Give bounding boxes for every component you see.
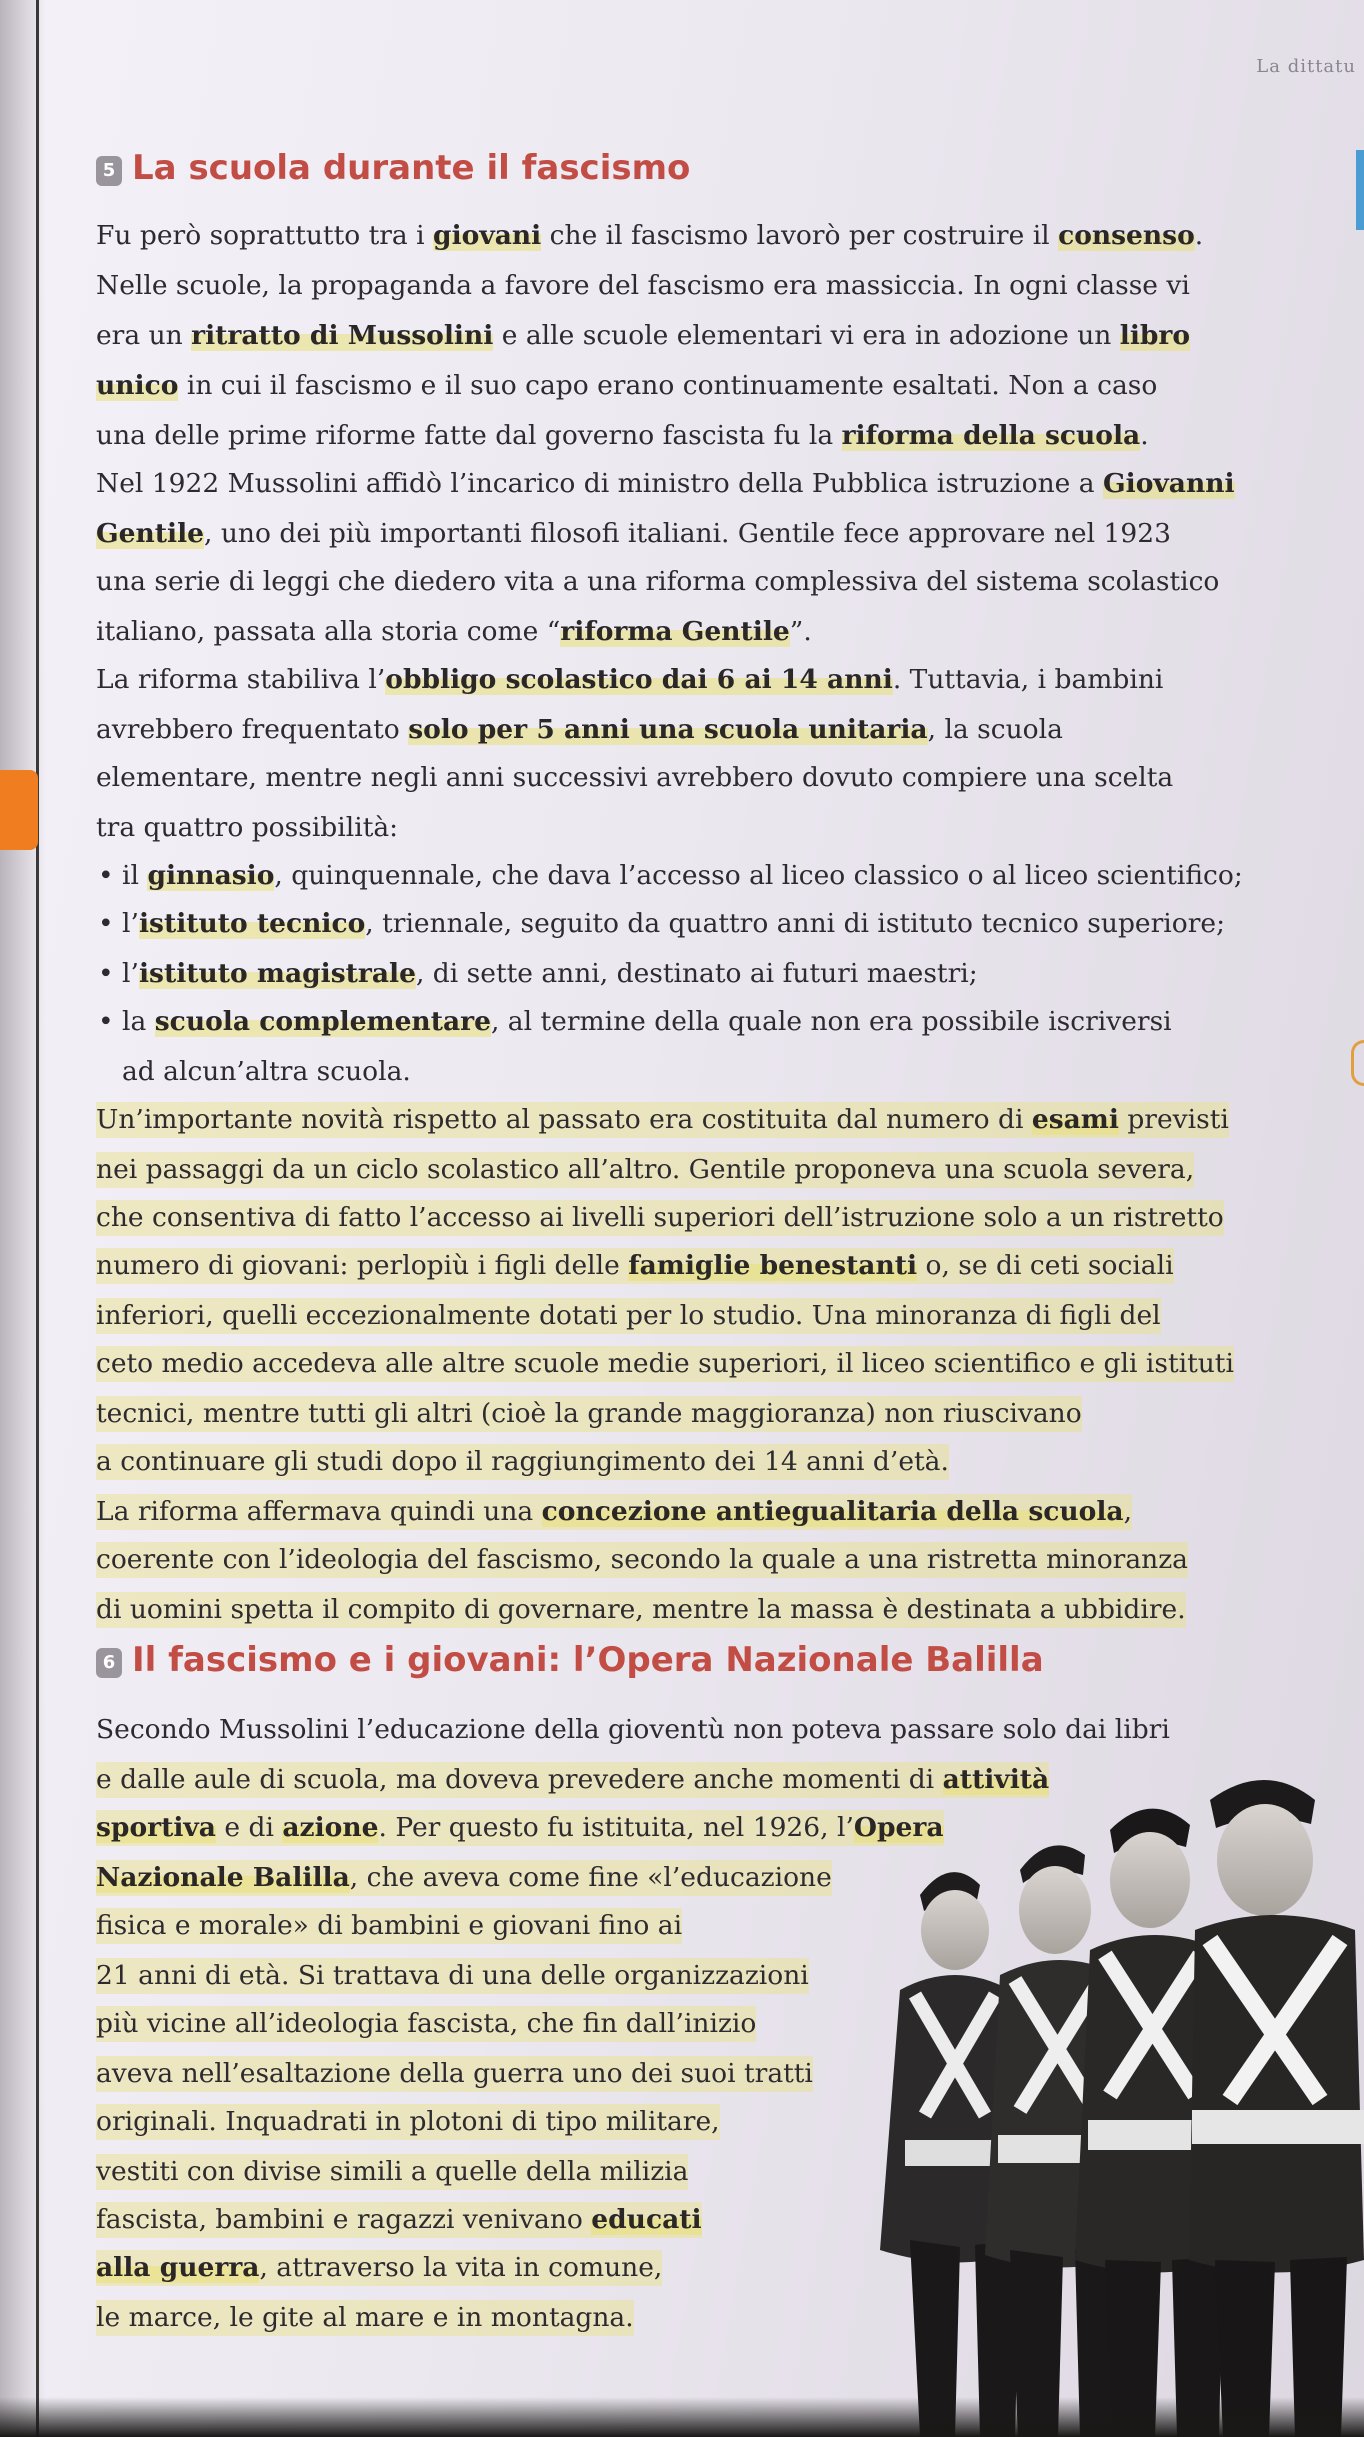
text-line (96, 1542, 1188, 1578)
text-run: Nelle scuole, la propaganda a favore del fascismo era massiccia. In ogni classe vi (96, 270, 1190, 301)
text-run: in cui il fascismo e il suo capo erano continuamente esaltati. Non a caso (178, 370, 1158, 401)
text-run: previsti (1118, 1104, 1229, 1135)
text-run: • l’ (98, 908, 139, 939)
text-line (96, 1908, 682, 1944)
text-line (98, 1004, 1172, 1040)
text-run: fascista, bambini e ragazzi venivano (96, 2204, 592, 2235)
text-run: , attraverso la vita in comune, (259, 2252, 663, 2283)
bold-keyword: Nazionale Balilla (96, 1862, 350, 1893)
text-line (96, 1592, 1186, 1628)
text-line (96, 2154, 688, 2190)
text-line (96, 564, 1219, 600)
right-page-edge-ring (1351, 1040, 1364, 1086)
bold-keyword: istituto magistrale (138, 958, 416, 989)
text-run: . (1140, 420, 1149, 451)
text-run: . (1194, 220, 1204, 251)
text-run: era un (96, 320, 192, 351)
text-run: 21 anni di età. Si trattava di una delle organizzazioni (96, 1960, 809, 1991)
text-run: a continuare gli studi dopo il raggiungimento dei 14 anni d’età. (96, 1446, 949, 1477)
bold-keyword: Giovanni (1103, 468, 1235, 499)
text-line (96, 318, 1190, 354)
text-line (96, 516, 1171, 552)
text-line (98, 956, 978, 992)
text-line (96, 1810, 944, 1846)
bold-keyword: libro (1119, 320, 1191, 351)
text-line (96, 1248, 1174, 1284)
text-line (96, 1396, 1082, 1432)
text-run: ad alcun’altra scuola. (122, 1056, 411, 1087)
text-line (96, 1712, 1170, 1748)
text-run: , al termine della quale non era possibile iscriversi (490, 1006, 1172, 1037)
right-page-edge-blue (1356, 150, 1364, 230)
text-run: Nel 1922 Mussolini affidò l’incarico di ministro della Pubblica istruzione a (96, 468, 1103, 499)
text-run: • l’ (98, 958, 139, 989)
text-line (96, 1860, 832, 1896)
bold-keyword: ritratto di Mussolini (191, 320, 494, 351)
text-line (96, 614, 812, 650)
text-run: e alle scuole elementari vi era in adozione un (493, 320, 1120, 351)
page-bottom-shadow (0, 2397, 1364, 2437)
text-run: , uno dei più importanti filosofi italiani. Gentile fece approvare nel 1923 (204, 518, 1171, 549)
text-run: italiano, passata alla storia come “ (96, 616, 561, 647)
section-5-title (96, 148, 690, 188)
text-run: , quinquennale, che dava l’accesso al liceo classico o al liceo scientifico; (274, 860, 1243, 891)
text-line (96, 418, 1149, 454)
text-line (96, 1102, 1229, 1138)
text-run: le marce, le gite al mare e in montagna. (96, 2302, 634, 2333)
text-run: fisica e morale» di bambini e giovani fino ai (96, 1910, 683, 1941)
text-run: Un’importante novità rispetto al passato era costituita dal numero di (96, 1104, 1032, 1135)
text-run: originali. Inquadrati in plotoni di tipo militare, (96, 2106, 720, 2137)
text-run: o, se di ceti sociali (917, 1250, 1174, 1281)
text-line (96, 1494, 1132, 1530)
text-run: , (1123, 1496, 1132, 1527)
section-6-heading: Il fascismo e i giovani: l’Opera Nazionale Balilla (132, 1640, 1044, 1680)
bold-keyword: giovani (433, 220, 542, 251)
bold-keyword: Opera (853, 1812, 944, 1843)
text-run: ceto medio accedeva alle altre scuole medie superiori, il liceo scientifico e gli istituti (96, 1348, 1234, 1379)
text-line (96, 466, 1235, 502)
text-run: nei passaggi da un ciclo scolastico all’altro. Gentile proponeva una scuola severa, (96, 1154, 1195, 1185)
text-line (96, 662, 1163, 698)
bold-keyword: scuola complementare (154, 1006, 491, 1037)
text-line (96, 2202, 702, 2238)
bold-keyword: attività (942, 1764, 1050, 1795)
text-run: tra quattro possibilità: (96, 812, 399, 843)
text-run: La riforma affermava quindi una (96, 1496, 542, 1527)
bold-keyword: consenso (1058, 220, 1195, 251)
bold-keyword: ginnasio (147, 860, 275, 891)
text-run: una delle prime riforme fatte dal governo fascista fu la (96, 420, 842, 451)
text-line (96, 1346, 1234, 1382)
section-5-number: 5 (96, 156, 122, 186)
text-run: avrebbero frequentato (96, 714, 409, 745)
bold-keyword: educati (591, 2204, 702, 2235)
text-line (96, 2300, 634, 2336)
text-run: aveva nell’esaltazione della guerra uno dei suoi tratti (96, 2058, 813, 2089)
bold-keyword: sportiva (96, 1812, 216, 1843)
text-line (96, 1444, 949, 1480)
text-run: • il (98, 860, 148, 891)
bold-keyword: riforma della scuola (841, 420, 1141, 451)
text-line (96, 1152, 1194, 1188)
text-run: . Tuttavia, i bambini (892, 664, 1164, 695)
bold-keyword: obbligo scolastico dai 6 ai 14 anni (385, 664, 893, 695)
bold-keyword: alla guerra (96, 2252, 260, 2283)
text-run: • la (98, 1006, 155, 1037)
text-run: di uomini spetta il compito di governare, mentre la massa è destinata a ubbidire. (96, 1594, 1186, 1625)
running-head: La dittatu (1256, 56, 1356, 77)
text-run: . Per questo fu istituita, nel 1926, l’ (378, 1812, 854, 1843)
bold-keyword: azione (282, 1812, 379, 1843)
bold-keyword: istituto tecnico (138, 908, 366, 939)
bold-keyword: concezione antiegualitaria della scuola (541, 1496, 1124, 1527)
text-line (96, 218, 1203, 254)
bold-keyword: esami (1031, 1104, 1119, 1135)
text-run: , la scuola (927, 714, 1063, 745)
text-run: , che aveva come fine «l’educazione (349, 1862, 832, 1893)
text-line (122, 1054, 411, 1090)
text-run: , triennale, seguito da quattro anni di istituto tecnico superiore; (365, 908, 1225, 939)
text-line (96, 1958, 809, 1994)
text-run: , di sette anni, destinato ai futuri maestri; (415, 958, 978, 989)
text-run: più vicine all’ideologia fascista, che fin dall’inizio (96, 2008, 757, 2039)
book-spine (0, 0, 46, 2437)
text-line (96, 2056, 813, 2092)
text-line (96, 2250, 662, 2286)
text-run: tecnici, mentre tutti gli altri (cioè la grande maggioranza) non riuscivano (96, 1398, 1082, 1429)
text-run: elementare, mentre negli anni successivi avrebbero dovuto compiere una scelta (96, 762, 1174, 793)
text-run: inferiori, quelli eccezionalmente dotati per lo studio. Una minoranza di figli del (96, 1300, 1161, 1331)
text-run: una serie di leggi che diedero vita a una riforma complessiva del sistema scolastico (96, 566, 1220, 597)
text-line (96, 1200, 1224, 1236)
orange-bookmark-tab (0, 770, 38, 850)
text-run: vestiti con divise simili a quelle della milizia (96, 2156, 689, 2187)
bold-keyword: famiglie benestanti (628, 1250, 918, 1281)
balilla-children-photo (880, 1780, 1364, 2437)
bold-keyword: solo per 5 anni una scuola unitaria (408, 714, 928, 745)
bold-keyword: Gentile (96, 518, 204, 549)
text-run: La riforma stabiliva l’ (96, 664, 386, 695)
section-6-number: 6 (96, 1648, 122, 1678)
section-6-title (96, 1640, 1044, 1680)
text-line (96, 268, 1190, 304)
text-line (96, 2006, 756, 2042)
section-5-heading: La scuola durante il fascismo (132, 148, 691, 188)
text-run: numero di giovani: perlopiù i figli delle (96, 1250, 629, 1281)
text-line (96, 1298, 1161, 1334)
text-run: Fu però soprattutto tra i (96, 220, 434, 251)
text-line (96, 712, 1063, 748)
text-run: che consentiva di fatto l’accesso ai livelli superiori dell’istruzione solo a un ristretto (96, 1202, 1224, 1233)
page-gutter-line (36, 0, 39, 2437)
text-run: ”. (789, 616, 812, 647)
text-run: e dalle aule di scuola, ma doveva prevedere anche momenti di (96, 1764, 943, 1795)
text-line (98, 858, 1243, 894)
text-line (96, 760, 1173, 796)
bold-keyword: riforma Gentile (560, 616, 790, 647)
text-line (98, 906, 1225, 942)
text-line (96, 2104, 720, 2140)
text-line (96, 368, 1157, 404)
bold-keyword: unico (96, 370, 179, 401)
text-run: e di (215, 1812, 283, 1843)
text-run: Secondo Mussolini l’educazione della gioventù non poteva passare solo dai libri (96, 1714, 1170, 1745)
text-line (96, 810, 398, 846)
text-run: che il fascismo lavorò per costruire il (541, 220, 1059, 251)
text-run: coerente con l’ideologia del fascismo, secondo la quale a una ristretta minoranza (96, 1544, 1188, 1575)
